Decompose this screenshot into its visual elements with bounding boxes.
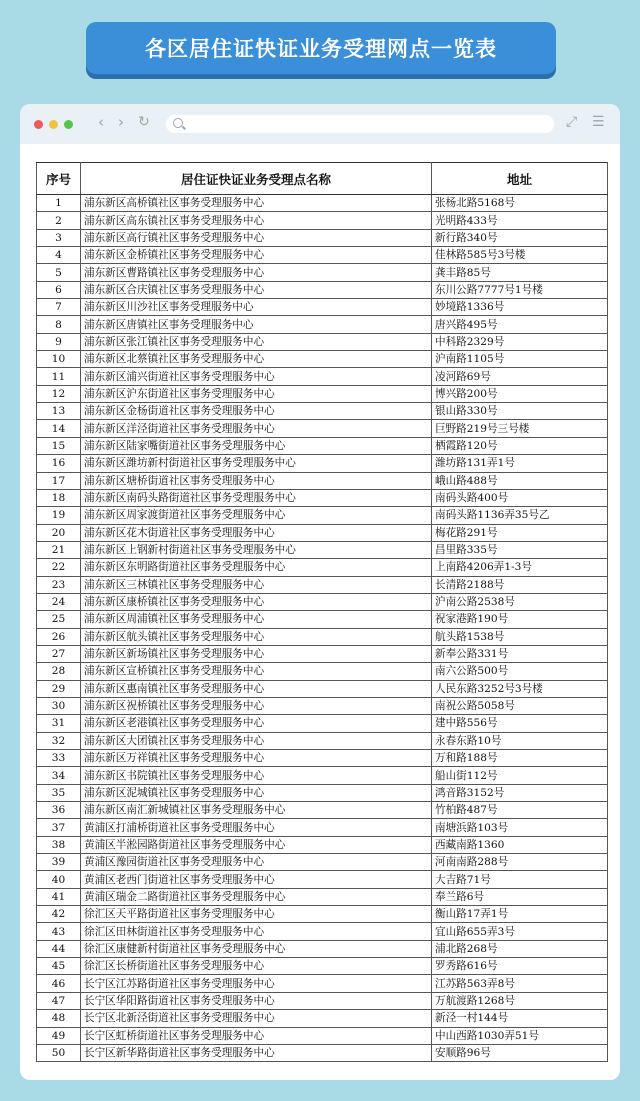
row-address: 妙境路1336号 [432,299,608,316]
row-site-name: 浦东新区潍坊新村街道社区事务受理服务中心 [81,455,432,472]
search-icon [173,118,183,128]
forward-icon[interactable]: › [118,113,124,131]
table-row [37,316,608,333]
row-site-name: 浦东新区东明路街道社区事务受理服务中心 [81,559,432,576]
row-address: 人民东路3252号3号楼 [432,680,608,697]
row-address: 巨野路219号三号楼 [432,420,608,437]
row-site-name: 长宁区新华路街道社区事务受理服务中心 [81,1044,432,1061]
sites-table [36,162,608,1062]
row-site-name: 浦东新区祝桥镇社区事务受理服务中心 [81,697,432,714]
table-row [37,489,608,506]
minimize-window-dot[interactable] [49,120,58,129]
table-row [37,680,608,697]
table-row [37,750,608,767]
row-site-name: 浦东新区合庆镇社区事务受理服务中心 [81,281,432,298]
table-row [37,836,608,853]
row-index: 49 [37,1027,81,1044]
table-row [37,975,608,992]
row-address: 博兴路200号 [432,385,608,402]
page-title: 各区居住证快证业务受理网点一览表 [145,37,497,61]
row-address: 栖霞路120号 [432,437,608,454]
row-address: 龚丰路85号 [432,264,608,281]
row-index: 18 [37,489,81,506]
row-address: 长清路2188号 [432,576,608,593]
row-index: 2 [37,212,81,229]
row-site-name: 长宁区华阳路街道社区事务受理服务中心 [81,992,432,1009]
row-address: 竹柏路487号 [432,802,608,819]
row-site-name: 黄浦区瑞金二路街道社区事务受理服务中心 [81,888,432,905]
row-index: 9 [37,333,81,350]
row-index: 32 [37,732,81,749]
table-row [37,1010,608,1027]
row-site-name: 浦东新区唐镇社区事务受理服务中心 [81,316,432,333]
row-site-name: 徐汇区田林街道社区事务受理服务中心 [81,923,432,940]
row-site-name: 浦东新区高行镇社区事务受理服务中心 [81,229,432,246]
table-row [37,229,608,246]
row-site-name: 浦东新区泥城镇社区事务受理服务中心 [81,784,432,801]
row-site-name: 浦东新区南码头路街道社区事务受理服务中心 [81,489,432,506]
row-site-name: 长宁区北新泾街道社区事务受理服务中心 [81,1010,432,1027]
row-index: 31 [37,715,81,732]
table-row [37,819,608,836]
row-address: 罗秀路616号 [432,958,608,975]
row-address: 新奉公路331号 [432,645,608,662]
row-address: 中科路2329号 [432,333,608,350]
table-row [37,212,608,229]
row-site-name: 浦东新区老港镇社区事务受理服务中心 [81,715,432,732]
table-row [37,455,608,472]
row-site-name: 浦东新区高桥镇社区事务受理服务中心 [81,195,432,212]
table-row [37,420,608,437]
row-index: 46 [37,975,81,992]
row-site-name: 徐汇区长桥街道社区事务受理服务中心 [81,958,432,975]
header-site-name: 居住证快证业务受理点名称 [81,163,432,195]
row-site-name: 浦东新区康桥镇社区事务受理服务中心 [81,593,432,610]
row-index: 1 [37,195,81,212]
table-row [37,368,608,385]
row-site-name: 浦东新区书院镇社区事务受理服务中心 [81,767,432,784]
row-index: 7 [37,299,81,316]
row-index: 20 [37,524,81,541]
close-window-dot[interactable] [34,120,43,129]
table-row [37,195,608,212]
row-site-name: 浦东新区陆家嘴街道社区事务受理服务中心 [81,437,432,454]
row-site-name: 黄浦区打浦桥街道社区事务受理服务中心 [81,819,432,836]
row-site-name: 浦东新区万祥镇社区事务受理服务中心 [81,750,432,767]
table-row [37,299,608,316]
row-address: 光明路433号 [432,212,608,229]
row-index: 42 [37,906,81,923]
row-site-name: 浦东新区高东镇社区事务受理服务中心 [81,212,432,229]
row-site-name: 浦东新区塘桥街道社区事务受理服务中心 [81,472,432,489]
table-row [37,247,608,264]
row-site-name: 浦东新区洋泾街道社区事务受理服务中心 [81,420,432,437]
table-row [37,715,608,732]
row-site-name: 浦东新区金杨街道社区事务受理服务中心 [81,403,432,420]
row-index: 10 [37,351,81,368]
row-address: 万和路188号 [432,750,608,767]
row-address: 昌里路335号 [432,541,608,558]
row-index: 11 [37,368,81,385]
row-site-name: 浦东新区川沙社区事务受理服务中心 [81,299,432,316]
table-row [37,645,608,662]
row-address: 衡山路17弄1号 [432,906,608,923]
row-address: 奉兰路6号 [432,888,608,905]
row-site-name: 浦东新区航头镇社区事务受理服务中心 [81,628,432,645]
row-address: 新泾一村144号 [432,1010,608,1027]
row-site-name: 浦东新区周家渡街道社区事务受理服务中心 [81,507,432,524]
table-row [37,854,608,871]
table-row [37,281,608,298]
row-address: 宜山路655弄3号 [432,923,608,940]
row-site-name: 浦东新区三林镇社区事务受理服务中心 [81,576,432,593]
row-address: 潍坊路131弄1号 [432,455,608,472]
table-row [37,576,608,593]
table-row [37,958,608,975]
row-index: 34 [37,767,81,784]
back-icon[interactable]: ‹ [98,113,104,131]
table-row [37,697,608,714]
row-site-name: 浦东新区上钢新村街道社区事务受理服务中心 [81,541,432,558]
table-row [37,507,608,524]
address-bar[interactable] [166,115,554,133]
row-index: 33 [37,750,81,767]
row-site-name: 浦东新区曹路镇社区事务受理服务中心 [81,264,432,281]
row-address: 浦北路268号 [432,940,608,957]
row-index: 38 [37,836,81,853]
row-address: 上南路4206弄1-3号 [432,559,608,576]
row-site-name: 浦东新区惠南镇社区事务受理服务中心 [81,680,432,697]
table-row [37,385,608,402]
row-address: 鸿音路3152号 [432,784,608,801]
row-index: 23 [37,576,81,593]
row-index: 43 [37,923,81,940]
row-address: 银山路330号 [432,403,608,420]
row-index: 12 [37,385,81,402]
row-address: 江苏路563弄8号 [432,975,608,992]
row-index: 30 [37,697,81,714]
row-address: 佳林路585号3号楼 [432,247,608,264]
table-row [37,802,608,819]
table-row [37,784,608,801]
row-site-name: 黄浦区半淞园路街道社区事务受理服务中心 [81,836,432,853]
table-row [37,333,608,350]
row-index: 37 [37,819,81,836]
row-address: 新行路340号 [432,229,608,246]
table-row [37,437,608,454]
row-address: 南塘浜路103号 [432,819,608,836]
row-index: 4 [37,247,81,264]
table-row [37,559,608,576]
table-row [37,871,608,888]
row-address: 南码头路1136弄35号乙 [432,507,608,524]
row-address: 大吉路71号 [432,871,608,888]
row-index: 27 [37,645,81,662]
row-site-name: 浦东新区金桥镇社区事务受理服务中心 [81,247,432,264]
table-row [37,906,608,923]
table-row [37,663,608,680]
table-row [37,732,608,749]
row-site-name: 黄浦区老西门街道社区事务受理服务中心 [81,871,432,888]
table-row [37,992,608,1009]
maximize-window-dot[interactable] [64,120,73,129]
row-index: 22 [37,559,81,576]
row-index: 48 [37,1010,81,1027]
row-index: 26 [37,628,81,645]
browser-toolbar [20,104,620,144]
row-index: 36 [37,802,81,819]
row-index: 15 [37,437,81,454]
row-site-name: 黄浦区豫园街道社区事务受理服务中心 [81,854,432,871]
browser-window [20,104,620,1080]
expand-icon[interactable]: ⤢ [566,114,578,130]
row-address: 南码头路400号 [432,489,608,506]
row-address: 南六公路500号 [432,663,608,680]
row-address: 峨山路488号 [432,472,608,489]
table-row [37,1027,608,1044]
row-address: 西藏南路1360 [432,836,608,853]
row-address: 沪南公路2538号 [432,593,608,610]
row-site-name: 长宁区虹桥街道社区事务受理服务中心 [81,1027,432,1044]
row-index: 45 [37,958,81,975]
row-address: 河南南路288号 [432,854,608,871]
row-index: 8 [37,316,81,333]
row-index: 28 [37,663,81,680]
row-index: 41 [37,888,81,905]
page-title-banner [86,22,556,74]
row-address: 东川公路7777号1号楼 [432,281,608,298]
row-site-name: 长宁区江苏路街道社区事务受理服务中心 [81,975,432,992]
row-site-name: 浦东新区花木街道社区事务受理服务中心 [81,524,432,541]
row-address: 唐兴路495号 [432,316,608,333]
row-index: 44 [37,940,81,957]
row-address: 南祝公路5058号 [432,697,608,714]
row-index: 6 [37,281,81,298]
row-address: 安顺路96号 [432,1044,608,1061]
header-index: 序号 [37,163,81,195]
row-site-name: 浦东新区北蔡镇社区事务受理服务中心 [81,351,432,368]
table-row [37,888,608,905]
row-site-name: 浦东新区周浦镇社区事务受理服务中心 [81,611,432,628]
row-address: 永春东路10号 [432,732,608,749]
row-address: 建中路556号 [432,715,608,732]
table-row [37,541,608,558]
table-row [37,403,608,420]
table-row [37,351,608,368]
row-index: 39 [37,854,81,871]
row-site-name: 徐汇区天平路街道社区事务受理服务中心 [81,906,432,923]
row-address: 船山街112号 [432,767,608,784]
row-site-name: 浦东新区沪东街道社区事务受理服务中心 [81,385,432,402]
table-row [37,940,608,957]
row-index: 13 [37,403,81,420]
header-address: 地址 [432,163,608,195]
row-index: 5 [37,264,81,281]
row-site-name: 浦东新区张江镇社区事务受理服务中心 [81,333,432,350]
row-address: 张杨北路5168号 [432,195,608,212]
row-index: 35 [37,784,81,801]
table-header-row [37,163,608,195]
row-index: 29 [37,680,81,697]
row-index: 40 [37,871,81,888]
row-index: 19 [37,507,81,524]
row-index: 24 [37,593,81,610]
row-address: 沪南路1105号 [432,351,608,368]
row-index: 47 [37,992,81,1009]
row-site-name: 浦东新区宣桥镇社区事务受理服务中心 [81,663,432,680]
row-site-name: 浦东新区南汇新城镇社区事务受理服务中心 [81,802,432,819]
row-index: 21 [37,541,81,558]
row-address: 中山西路1030弄51号 [432,1027,608,1044]
table-row [37,611,608,628]
row-site-name: 浦东新区浦兴街道社区事务受理服务中心 [81,368,432,385]
row-site-name: 徐汇区康健新村街道社区事务受理服务中心 [81,940,432,957]
table-row [37,1044,608,1061]
table-row [37,593,608,610]
table-row [37,264,608,281]
table-row [37,923,608,940]
row-index: 14 [37,420,81,437]
row-site-name: 浦东新区新场镇社区事务受理服务中心 [81,645,432,662]
row-address: 梅花路291号 [432,524,608,541]
row-index: 16 [37,455,81,472]
row-index: 17 [37,472,81,489]
table-row [37,767,608,784]
table-row [37,628,608,645]
table-row [37,472,608,489]
row-index: 50 [37,1044,81,1061]
row-address: 万航渡路1268号 [432,992,608,1009]
table-row [37,524,608,541]
row-site-name: 浦东新区大团镇社区事务受理服务中心 [81,732,432,749]
row-address: 凌河路69号 [432,368,608,385]
reload-icon[interactable]: ↻ [138,114,150,130]
row-index: 3 [37,229,81,246]
row-index: 25 [37,611,81,628]
row-address: 航头路1538号 [432,628,608,645]
menu-icon[interactable]: ☰ [592,114,605,130]
row-address: 祝家港路190号 [432,611,608,628]
